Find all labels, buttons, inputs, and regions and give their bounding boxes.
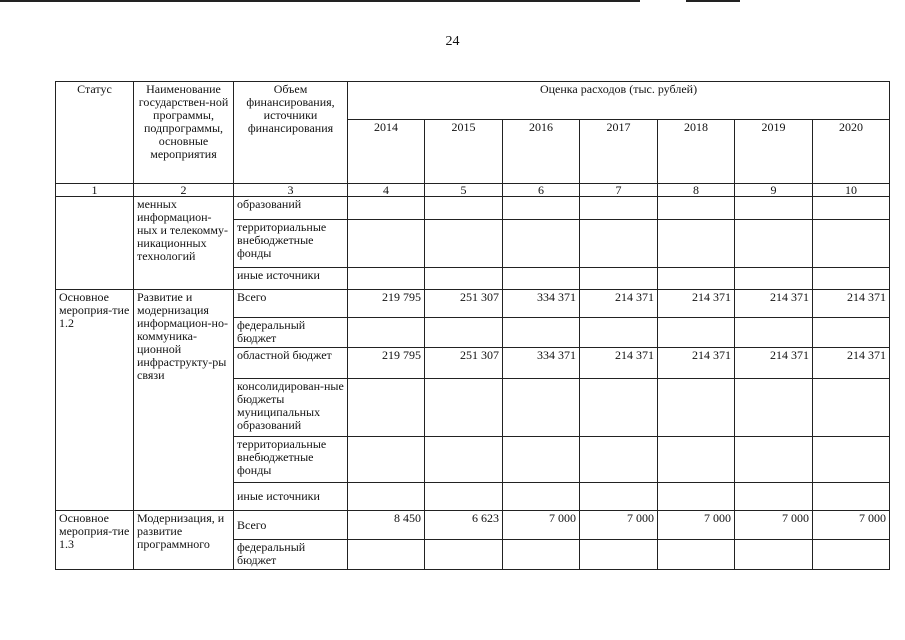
value-cell: 214 371 xyxy=(813,290,890,318)
value-cell: 334 371 xyxy=(503,348,580,379)
value-cell xyxy=(348,197,425,220)
value-cell: 7 000 xyxy=(735,511,813,540)
column-number: 2 xyxy=(134,184,234,197)
program-name: Модернизация, и развитие программного xyxy=(134,511,234,570)
funding-source: территориальные внебюджетные фонды xyxy=(234,437,348,483)
value-cell xyxy=(503,540,580,570)
value-cell xyxy=(580,540,658,570)
value-cell xyxy=(503,483,580,511)
value-cell: 219 795 xyxy=(348,348,425,379)
value-cell xyxy=(658,220,735,268)
funding-source: территориальные внебюджетные фонды xyxy=(234,220,348,268)
value-cell: 214 371 xyxy=(658,290,735,318)
header-year: 2016 xyxy=(503,120,580,184)
value-cell xyxy=(425,268,503,290)
value-cell xyxy=(735,318,813,348)
value-cell: 214 371 xyxy=(580,290,658,318)
column-number: 3 xyxy=(234,184,348,197)
header-year: 2015 xyxy=(425,120,503,184)
value-cell: 251 307 xyxy=(425,290,503,318)
value-cell xyxy=(735,540,813,570)
value-cell xyxy=(658,268,735,290)
value-cell xyxy=(503,268,580,290)
value-cell xyxy=(735,220,813,268)
funding-source: иные источники xyxy=(234,268,348,290)
value-cell xyxy=(658,197,735,220)
value-cell xyxy=(580,268,658,290)
top-rule-segment xyxy=(686,0,740,2)
column-number: 9 xyxy=(735,184,813,197)
value-cell: 7 000 xyxy=(658,511,735,540)
value-cell xyxy=(348,540,425,570)
header-year: 2020 xyxy=(813,120,890,184)
program-name: Развитие и модернизация информацион-но-коммуника-ционной инфраструкту-ры связи xyxy=(134,290,234,511)
funding-source: Всего xyxy=(234,290,348,318)
value-cell xyxy=(503,220,580,268)
value-cell xyxy=(425,379,503,437)
value-cell xyxy=(348,437,425,483)
page-number: 24 xyxy=(445,34,460,49)
header-year: 2014 xyxy=(348,120,425,184)
value-cell xyxy=(425,197,503,220)
column-number: 4 xyxy=(348,184,425,197)
page-top-border xyxy=(0,0,905,2)
value-cell: 219 795 xyxy=(348,290,425,318)
funding-source: областной бюджет xyxy=(234,348,348,379)
value-cell xyxy=(658,318,735,348)
column-number: 1 xyxy=(56,184,134,197)
value-cell: 6 623 xyxy=(425,511,503,540)
value-cell: 7 000 xyxy=(813,511,890,540)
funding-source: образований xyxy=(234,197,348,220)
value-cell xyxy=(580,318,658,348)
value-cell: 7 000 xyxy=(580,511,658,540)
value-cell: 214 371 xyxy=(735,348,813,379)
status-cell: Основное мероприя-тие 1.3 xyxy=(56,511,134,570)
value-cell xyxy=(658,379,735,437)
value-cell xyxy=(813,197,890,220)
value-cell xyxy=(580,379,658,437)
value-cell xyxy=(813,318,890,348)
value-cell xyxy=(813,268,890,290)
column-number: 6 xyxy=(503,184,580,197)
top-rule-segment xyxy=(0,0,640,2)
funding-source: иные источники xyxy=(234,483,348,511)
value-cell: 334 371 xyxy=(503,290,580,318)
value-cell xyxy=(425,483,503,511)
value-cell xyxy=(735,437,813,483)
funding-source: консолидирован-ные бюджеты муниципальных образований xyxy=(234,379,348,437)
value-cell: 7 000 xyxy=(503,511,580,540)
value-cell: 8 450 xyxy=(348,511,425,540)
value-cell xyxy=(580,197,658,220)
value-cell xyxy=(348,220,425,268)
funding-source: Всего xyxy=(234,511,348,540)
column-number: 10 xyxy=(813,184,890,197)
column-number: 8 xyxy=(658,184,735,197)
value-cell xyxy=(425,540,503,570)
value-cell xyxy=(735,197,813,220)
value-cell xyxy=(735,268,813,290)
value-cell: 251 307 xyxy=(425,348,503,379)
value-cell xyxy=(658,483,735,511)
value-cell xyxy=(503,318,580,348)
value-cell xyxy=(735,379,813,437)
column-number: 5 xyxy=(425,184,503,197)
header-year: 2017 xyxy=(580,120,658,184)
value-cell xyxy=(735,483,813,511)
value-cell: 214 371 xyxy=(813,348,890,379)
header-year: 2018 xyxy=(658,120,735,184)
value-cell xyxy=(503,379,580,437)
value-cell xyxy=(658,437,735,483)
value-cell xyxy=(813,540,890,570)
value-cell xyxy=(580,437,658,483)
value-cell xyxy=(813,220,890,268)
value-cell xyxy=(503,437,580,483)
funding-source: федеральный бюджет xyxy=(234,318,348,348)
value-cell xyxy=(348,318,425,348)
value-cell xyxy=(348,379,425,437)
value-cell xyxy=(425,318,503,348)
header-cost-estimate: Оценка расходов (тыс. рублей) xyxy=(348,82,890,120)
header-year: 2019 xyxy=(735,120,813,184)
value-cell xyxy=(348,483,425,511)
value-cell xyxy=(348,268,425,290)
column-number: 7 xyxy=(580,184,658,197)
value-cell xyxy=(813,379,890,437)
program-name: менных информацион-ных и телекомму-никационных технологий xyxy=(134,197,234,290)
budget-table xyxy=(55,81,890,570)
header-status: Статус xyxy=(56,82,134,184)
value-cell xyxy=(503,197,580,220)
value-cell: 214 371 xyxy=(580,348,658,379)
value-cell: 214 371 xyxy=(658,348,735,379)
value-cell: 214 371 xyxy=(735,290,813,318)
status-cell xyxy=(56,197,134,290)
value-cell xyxy=(658,540,735,570)
value-cell xyxy=(425,220,503,268)
header-program-name: Наименование государствен-ной программы, подпрограммы, основные мероприятия xyxy=(134,82,234,184)
value-cell xyxy=(580,483,658,511)
header-funding-volume: Объем финансирования, источники финансирования xyxy=(234,82,348,184)
funding-source: федеральный бюджет xyxy=(234,540,348,570)
status-cell: Основное мероприя-тие 1.2 xyxy=(56,290,134,511)
value-cell xyxy=(813,483,890,511)
value-cell xyxy=(425,437,503,483)
value-cell xyxy=(580,220,658,268)
value-cell xyxy=(813,437,890,483)
